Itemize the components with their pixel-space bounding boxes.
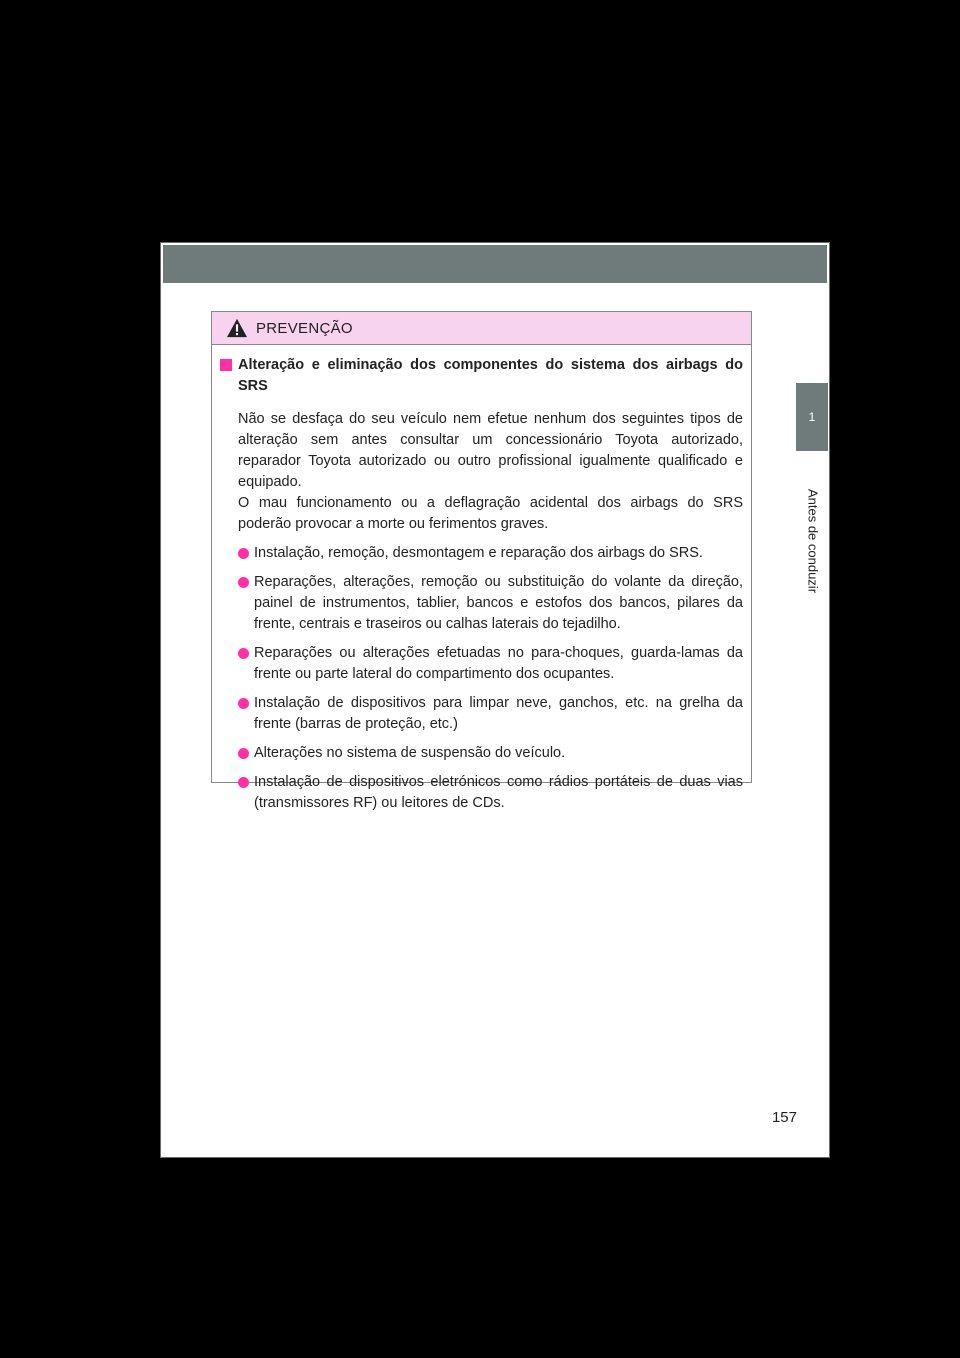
bullet-dot-icon [238, 698, 249, 709]
list-item-text: Instalação de dispositivos para limpar neve, ganchos, etc. na grelha da frente (barras de proteção, etc.) [254, 695, 743, 732]
section-title: Alteração e eliminação dos componentes do sistema dos airbags do SRS [238, 357, 743, 394]
warning-box [211, 311, 752, 811]
warning-triangle-icon [226, 318, 248, 338]
list-item [238, 772, 743, 814]
paragraph [238, 409, 743, 535]
chapter-tab [796, 383, 828, 451]
warning-header [212, 312, 751, 345]
bullet-dot-icon [238, 648, 249, 659]
list-item [238, 643, 743, 685]
list-item-text: Instalação de dispositivos eletrónicos como rádios portáteis de duas vias (transmissores RF) ou leitores de CDs. [254, 774, 743, 811]
paragraph-2: O mau funcionamento ou a deflagração acidental dos airbags do SRS poderão provocar a morte ou ferimentos graves. [238, 495, 743, 532]
warning-title: PREVENÇÃO [256, 319, 353, 337]
page-number: 157 [771, 1109, 797, 1126]
list-item-text: Instalação, remoção, desmontagem e reparação dos airbags do SRS. [254, 545, 703, 561]
item-list [238, 543, 743, 814]
list-item-text: Reparações, alterações, remoção ou substituição do volante da direção, painel de instrumentos, tablier, bancos e estofos dos bancos, pilares da frente, centrais e traseiros ou calhas laterais do tejadilho. [254, 574, 743, 632]
bullet-dot-icon [238, 777, 249, 788]
list-item-text: Alterações no sistema de suspensão do veículo. [254, 745, 566, 761]
list-item [238, 743, 743, 764]
list-item [238, 693, 743, 735]
page-header-bar [163, 245, 827, 283]
paragraph-1: Não se desfaça do seu veículo nem efetue nenhum dos seguintes tipos de alteração sem antes consultar um concessionário Toyota autorizado, reparador Toyota autorizado ou outro profissional igualmente qualificado e equipado. [238, 411, 743, 490]
list-item-text: Reparações ou alterações efetuadas no para-choques, guarda-lamas da frente ou parte lateral do compartimento dos ocupantes. [254, 645, 743, 682]
bullet-dot-icon [238, 748, 249, 759]
warning-body [212, 345, 751, 814]
list-item [238, 572, 743, 635]
section-heading [220, 355, 743, 397]
list-item [238, 543, 743, 564]
bullet-dot-icon [238, 548, 249, 559]
chapter-title: Antes de conduzir [805, 488, 821, 594]
bullet-dot-icon [238, 577, 249, 588]
chapter-label [783, 461, 843, 621]
chapter-number: 1 [808, 410, 816, 424]
manual-page [160, 242, 830, 1158]
square-bullet-icon [220, 359, 232, 371]
